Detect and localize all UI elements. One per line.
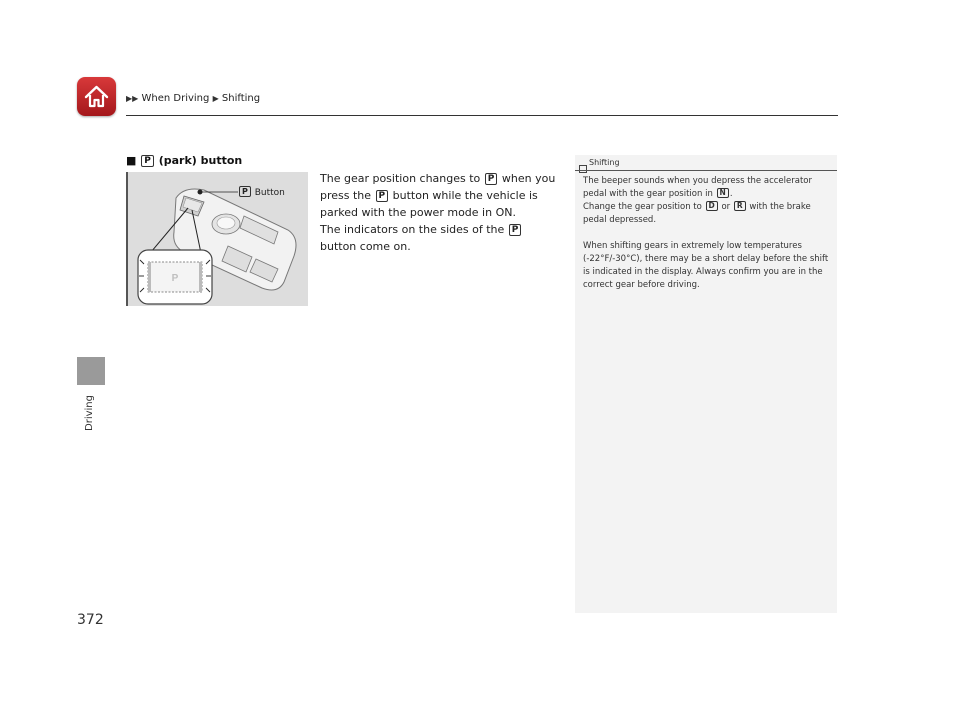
key-badge-n: N (717, 188, 729, 198)
body-text-run: button while the vehicle is parked with the power mode in ON. (320, 189, 538, 219)
paragraph-gap (583, 227, 833, 240)
note-paragraph-1 (583, 175, 833, 201)
note-text-run: The beeper sounds when you depress the accelerator pedal with the gear position in (583, 176, 812, 199)
key-badge-d: D (706, 201, 718, 211)
triangle-arrow-icon: ▶ (212, 94, 219, 103)
body-text-run: The gear position changes to (320, 172, 484, 185)
callout-text: Button (251, 188, 285, 198)
park-key-badge: P (141, 155, 154, 167)
note-marker-icon (579, 165, 587, 173)
header-divider (126, 115, 838, 116)
key-badge-p: P (376, 190, 389, 202)
body-paragraph-1 (320, 170, 560, 221)
key-badge-r: R (734, 201, 746, 211)
note-panel (575, 155, 837, 613)
key-badge-p: P (509, 224, 522, 236)
breadcrumb (126, 93, 260, 104)
body-text-run: when you press the (320, 172, 556, 202)
note-title-text: Shifting (589, 158, 620, 167)
note-divider (575, 170, 837, 171)
body-paragraph-2 (320, 221, 560, 255)
section-heading (126, 154, 242, 167)
note-text-run: . (729, 189, 733, 199)
note-text-run: with the brake pedal depressed. (583, 202, 811, 225)
key-badge-p: P (485, 173, 498, 185)
note-paragraph-2 (583, 201, 833, 227)
breadcrumb-item-shifting[interactable]: Shifting (221, 93, 261, 104)
body-text-run: button come on. (320, 240, 411, 253)
home-button[interactable] (77, 77, 116, 116)
note-body (583, 175, 833, 292)
breadcrumb-item-when-driving[interactable]: When Driving (141, 93, 210, 104)
body-text-run: The indicators on the sides of the (320, 223, 508, 236)
chapter-label: Driving (84, 395, 95, 431)
square-bullet-icon: ■ (126, 154, 137, 167)
note-text-run: Change the gear position to (583, 202, 705, 212)
home-icon (83, 83, 110, 110)
chapter-tab[interactable] (77, 357, 105, 385)
double-triangle-arrow-icon: ▶▶ (126, 94, 139, 103)
page-number: 372 (77, 612, 104, 628)
p-button-callout (238, 186, 285, 198)
section-title: (park) button (154, 154, 243, 167)
inset-p-glyph: P (171, 273, 179, 284)
note-paragraph-3: When shifting gears in extremely low temperatures (-22°F/-30°C), there may be a short delay before the shift is indicated in the display. Always confirm you are in the correct gear before driving. (583, 241, 829, 290)
body-text (320, 170, 560, 255)
callout-key-badge: P (239, 186, 251, 197)
note-text-run: or (718, 202, 733, 212)
